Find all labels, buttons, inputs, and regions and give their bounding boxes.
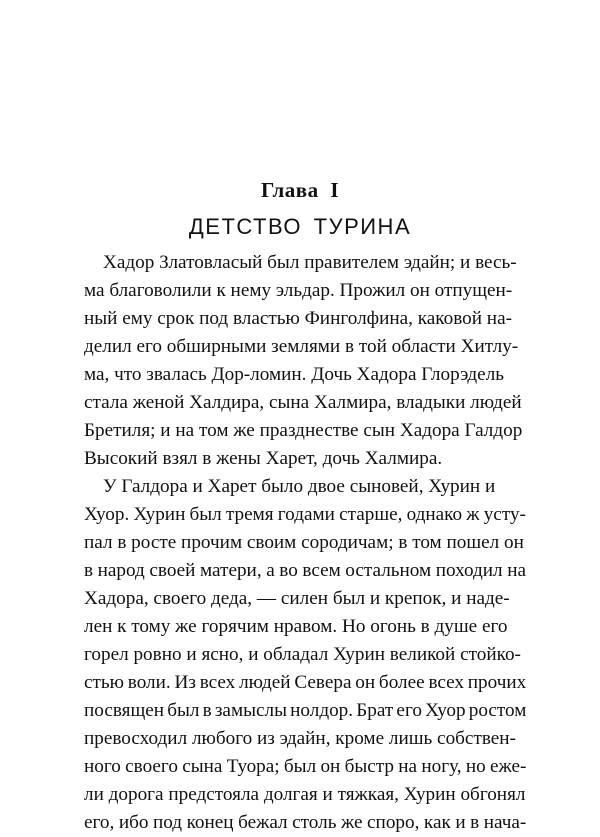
text-line: ный ему срок под властью Финголфина, каковой на- [84, 308, 512, 329]
chapter-number: Глава I [260, 178, 340, 202]
text-line: горел ровно и ясно, и обладал Хурин великой стойко- [84, 644, 521, 665]
text-line: ли дорога предстояла долгая и тяжкая, Хурин обгонял [84, 784, 526, 805]
text-line: Высокий взял в жены Харет, дочь Халмира. [84, 448, 443, 469]
chapter-title: ДЕТСТВО ТУРИНА [188, 214, 412, 239]
text-line: У Галдора и Харет было двое сыновей, Хурин и [103, 476, 496, 497]
text-line: стала женой Халдира, сына Халмира, владыки людей [84, 392, 522, 413]
text-line: Бретиля; и на том же празднестве сын Хадора Галдор [84, 420, 523, 441]
text-line: делил его обширными землями в той области Хитлу- [84, 336, 519, 357]
text-line: превосходил любого из эдайн, кроме лишь собствен- [84, 728, 516, 749]
text-line: его, ибо под конец бежал столь же споро, как и в нача- [84, 812, 527, 833]
text-line: ма благоволили к нему эльдар. Прожил он отпущен- [84, 280, 513, 301]
text-line: пал в росте прочим своим сородичам; в том пошел он [84, 532, 524, 553]
text-line: Хуор. Хурин был тремя годами старше, однако ж усту- [84, 504, 526, 525]
text-line: Хадор Златовласый был правителем эдайн; и весь- [103, 252, 517, 273]
text-line: ного своего сына Туора; был он быстр на ногу, но еже- [84, 756, 527, 777]
text-line: Хадора, своего деда, — силен был и крепок, и наде- [84, 588, 510, 609]
text-line: лен к тому же горячим нравом. Но огонь в душе его [84, 616, 508, 637]
text-line: стью воли. Из всех людей Севера он более всех прочих [84, 672, 527, 693]
text-line: в народ своей матери, а во всем остальном походил на [84, 560, 526, 581]
text-line: ма, что звалась Дор-ломин. Дочь Хадора Глорэдель [84, 364, 505, 385]
text-line: посвящен был в замыслы нолдор. Брат его Хуор ростом [84, 700, 527, 721]
